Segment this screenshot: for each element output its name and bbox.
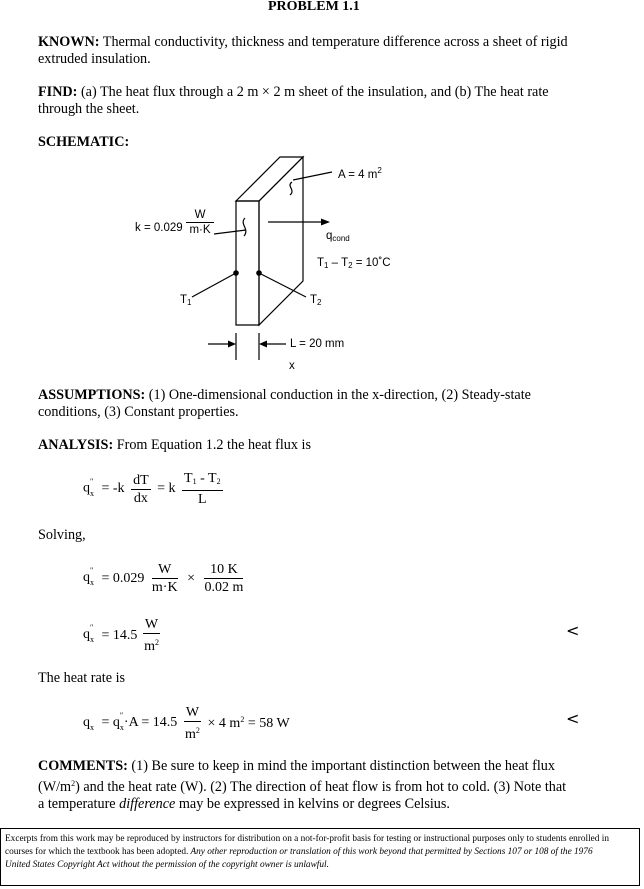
dt-over-l-fraction: $\frac{10 K}{0.02 m}$: [204, 562, 244, 595]
k-leader-line: [214, 230, 246, 234]
copyright-line1: Excerpts from this work may be reproduced by instructors for distribution on a not-for-profit basis for testing or instructional purposes only to students enrolled in: [5, 834, 609, 844]
find-label: FIND:: [38, 84, 78, 100]
slab-side-face: [259, 157, 303, 325]
comments-text-line2: $(W/m^2)$ and the heat rate (W). (2) The direction of heat flow is from hot to cold. (3) Note that: [38, 779, 567, 795]
dim-left-arrowhead: [228, 341, 236, 348]
copyright-line2: courses for which the textbook has been adopted. Any other reproduction or translation of this work beyond that permitted by Sections 107 or 108 of the 1976: [5, 847, 593, 857]
k-squiggle: [243, 218, 246, 236]
known-text-line2: extruded insulation.: [38, 51, 151, 67]
page-title: PROBLEM 1.1: [268, 0, 360, 14]
find-text-line1: (a) The heat flux through a 2 m × 2 m sheet of the insulation, and (b) The heat rate: [80, 84, 549, 100]
comments-section: [38, 758, 638, 813]
comments-text-line3: a temperature difference may be expressed in kelvins or degrees Celsius.: [38, 796, 450, 812]
t2-label: $T_2$: [310, 294, 322, 307]
result-check-mark-1: <: [566, 621, 580, 640]
w-per-mk-fraction: $\frac{W}{m\cdot K}$: [151, 562, 178, 595]
dim-right-arrowhead: [259, 341, 267, 348]
equation-flux-substitution: q " $_x$ = 0.029 $\frac{W}{m\cdot K}$ × $\frac{10 K}{0.02 m}$: [83, 562, 244, 595]
q-cond-label: $q_{cond}$: [326, 230, 350, 243]
assumptions-text-line1: (1) One-dimensional conduction in the x-direction, (2) Steady-state: [148, 387, 531, 403]
area-squiggle: [290, 182, 292, 195]
assumptions-text-line2: conditions, (3) Constant properties.: [38, 404, 239, 420]
solving-text: Solving,: [38, 527, 86, 543]
t1-point: [233, 270, 239, 276]
analysis-text: From Equation 1.2 the heat flux is: [116, 437, 311, 453]
q-arrowhead: [321, 219, 330, 226]
heat-rate-text: The heat rate is: [38, 670, 126, 686]
comments-label: COMMENTS:: [38, 758, 128, 774]
k-unit-den: m·K: [189, 224, 211, 236]
find-section: [38, 84, 628, 118]
schematic-label: SCHEMATIC:: [38, 134, 130, 150]
k-unit: [186, 208, 214, 237]
slab-top-face: [236, 157, 303, 201]
assumptions-label: ASSUMPTIONS:: [38, 387, 146, 403]
result-check-mark-2: <: [566, 709, 580, 728]
delta-t-label: $T_1 - T_2$ = 10˚C: [317, 257, 391, 270]
equation-flux-result: q ″ $_x$ = 14.5 $\frac{W}{m^2}$: [83, 617, 159, 654]
w-per-m2-fraction-2: $\frac{W}{m^2}$: [184, 705, 200, 742]
w-per-m2-fraction: $\frac{W}{m^2}$: [144, 617, 159, 654]
t1-label: $T_1$: [180, 294, 192, 307]
comments-text-line1: (1) Be sure to keep in mind the important distinction between the heat flux: [131, 758, 555, 774]
area-leader-line: [293, 172, 332, 180]
analysis-label: ANALYSIS:: [38, 437, 114, 453]
temp-diff-fraction: $\frac{T_1 - T_2}{L}$: [184, 471, 221, 507]
equation-heat-flux: q ″ $_x$ = -k $\frac{dT}{dx}$ = k $\frac{T_1 - T_2}{L}$: [83, 471, 221, 507]
t1-leader-line: [192, 273, 236, 297]
analysis-section: [38, 437, 311, 454]
k-unit-num: W: [186, 208, 214, 223]
dT-dx-fraction: $\frac{dT}{dx}$: [133, 472, 149, 506]
known-section: [38, 34, 628, 68]
t2-point: [256, 270, 262, 276]
x-axis-label: x: [289, 360, 295, 372]
assumptions-section: [38, 387, 628, 421]
area-label: A = 4 $m^2$: [338, 166, 382, 181]
known-label: KNOWN:: [38, 34, 100, 50]
slab-front-face: [236, 201, 259, 325]
copyright-notice-box: [0, 828, 640, 886]
equation-heat-rate: $q_x = q$ ″ $_x$·A = 14.5 $\frac{W}{m^2}$ × 4 $m^2 = 58$ W: [83, 705, 290, 742]
known-text-line1: Thermal conductivity, thickness and temperature difference across a sheet of rigid: [102, 34, 568, 50]
thickness-label: L = 20 mm: [290, 338, 345, 350]
find-text-line2: through the sheet.: [38, 101, 140, 117]
copyright-line3: United States Copyright Act without the permission of the copyright owner is unlawful.: [5, 860, 329, 870]
k-label: k = 0.029: [135, 222, 183, 234]
